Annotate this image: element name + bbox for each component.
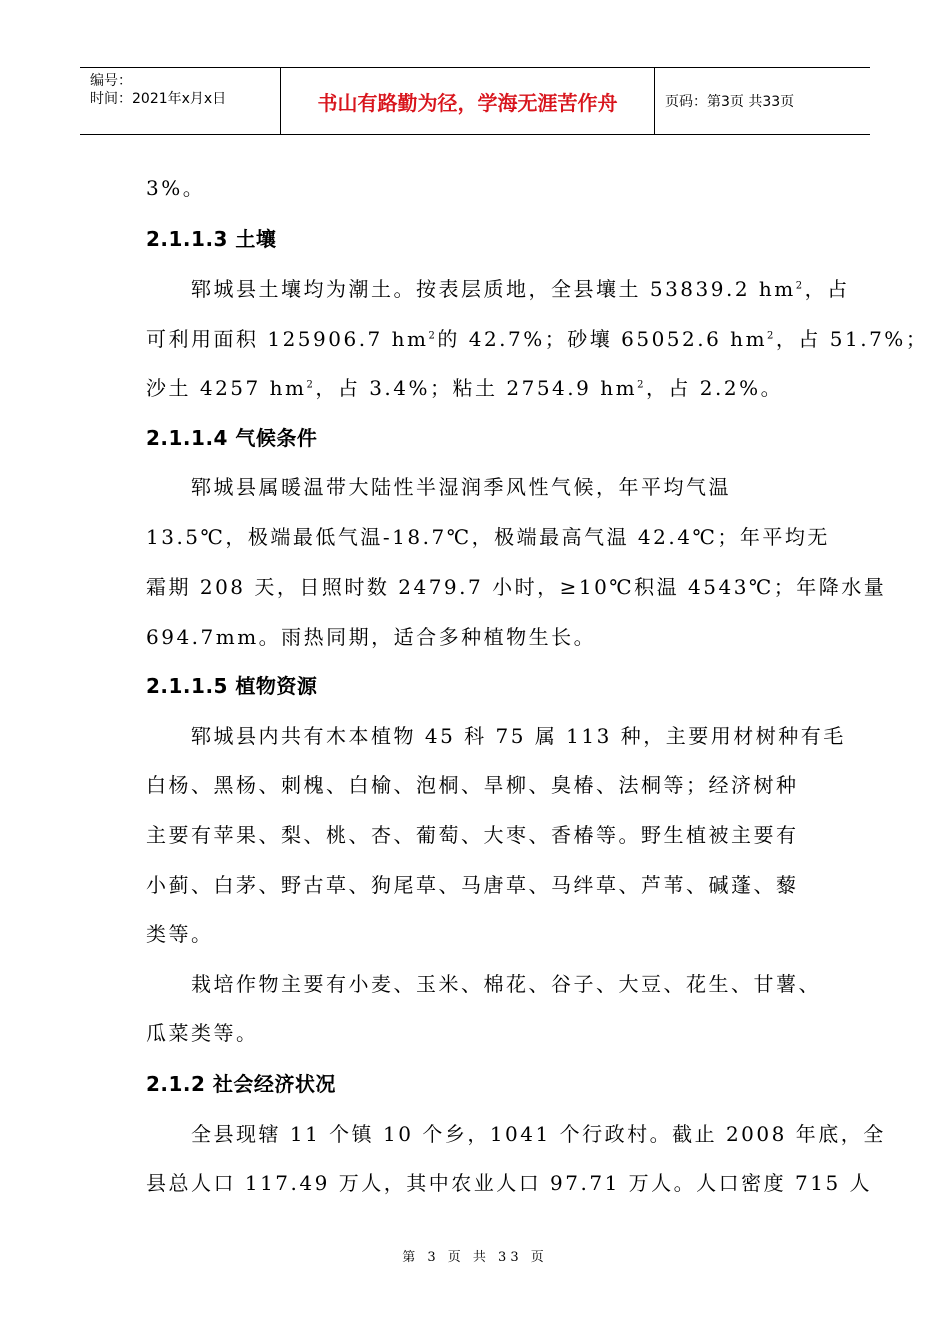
paragraph-line: 主要有苹果、梨、桃、杏、葡萄、大枣、香椿等。野生植被主要有 xyxy=(146,823,799,847)
paragraph-line: 郓城县土壤均为潮土。按表层质地，全县壤土 53839.2 $hm^2$，占 xyxy=(191,277,850,301)
paragraph-line: 3%。 xyxy=(146,176,206,200)
paragraph-line: 霜期 208 天，日照时数 2479.7 小时，≥10℃积温 4543℃；年降水量 xyxy=(146,575,887,599)
paragraph-line: 白杨、黑杨、刺槐、白榆、泡桐、旱柳、臭椿、法桐等；经济树种 xyxy=(146,773,799,797)
paragraph-line: 13.5℃，极端最低气温-18.7℃，极端最高气温 42.4℃；年平均无 xyxy=(146,525,830,549)
header-meta xyxy=(80,68,281,134)
document-number-label: 编号： xyxy=(90,73,132,89)
paragraph-line: 郓城县内共有木本植物 45 科 75 属 113 种，主要用材树种有毛 xyxy=(191,724,846,748)
paragraph-line: 小蓟、白茅、野古草、狗尾草、马唐草、马绊草、芦苇、碱蓬、藜 xyxy=(146,873,799,897)
paragraph-line: 可利用面积 125906.7 $hm^2$的 42.7%；砂壤 65052.6 $hm^2$，占 51.7%； xyxy=(146,327,929,351)
paragraph-line: 瓜菜类等。 xyxy=(146,1021,259,1045)
section-heading-soil: 2.1.1.3 土壤 xyxy=(146,227,277,251)
header-page-label: 页码：第3页 共33页 xyxy=(665,94,795,110)
paragraph-line: 县总人口 117.49 万人，其中农业人口 97.71 万人。人口密度 715 人 xyxy=(146,1171,873,1195)
section-heading-plants: 2.1.1.5 植物资源 xyxy=(146,674,318,698)
paragraph-line: 沙土 4257 $hm^2$，占 3.4%；粘土 2754.9 $hm^2$，占 2.2%。 xyxy=(146,376,784,400)
header-motto: 书山有路勤为径，学海无涯苦作舟 xyxy=(281,68,655,134)
paragraph-line: 全县现辖 11 个镇 10 个乡，1041 个行政村。截止 2008 年底，全 xyxy=(191,1122,886,1146)
paragraph-line: 栽培作物主要有小麦、玉米、棉花、谷子、大豆、花生、甘薯、 xyxy=(191,972,821,996)
paragraph-line: 郓城县属暖温带大陆性半湿润季风性气候，年平均气温 xyxy=(191,475,731,499)
paragraph-line: 类等。 xyxy=(146,922,214,946)
paragraph-line: 694.7mm。雨热同期，适合多种植物生长。 xyxy=(146,625,597,649)
page-header xyxy=(80,67,870,135)
section-heading-social-economy: 2.1.2 社会经济状况 xyxy=(146,1072,336,1096)
page-footer: 第 3 页 共 33 页 xyxy=(402,1250,548,1265)
document-date-label: 时间：2021年x月x日 xyxy=(90,91,227,107)
section-heading-climate: 2.1.1.4 气候条件 xyxy=(146,426,318,450)
